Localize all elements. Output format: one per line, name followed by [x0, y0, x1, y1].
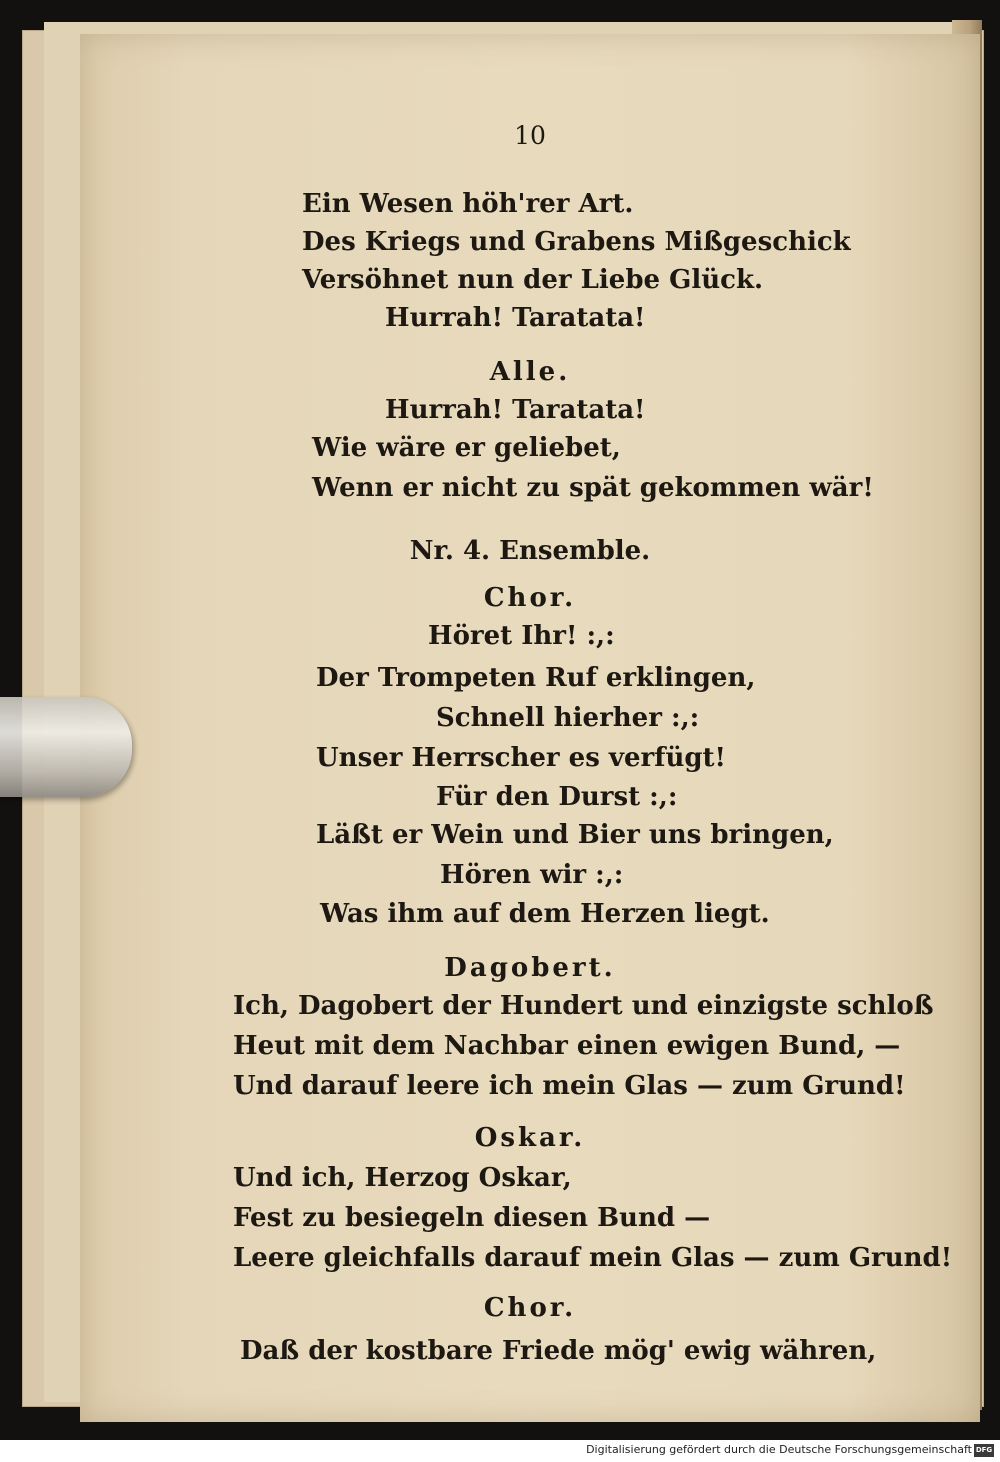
text-line: Des Kriegs und Grabens Mißgeschick [302, 227, 851, 257]
text-line: Und darauf leere ich mein Glas — zum Grund! [233, 1071, 906, 1101]
text-line: Hören wir :,: [440, 860, 624, 890]
text-line: Wenn er nicht zu spät gekommen wär! [312, 473, 874, 503]
text-line: Der Trompeten Ruf erklingen, [316, 663, 756, 693]
text-line: Ich, Dagobert der Hundert und einzigste schloß [233, 991, 934, 1021]
speaker-heading: Dagobert. [444, 953, 616, 983]
text-line: Hurrah! Taratata! [385, 395, 646, 425]
speaker-heading: Chor. [483, 1293, 577, 1323]
speaker-heading: Oskar. [474, 1123, 586, 1153]
text-line: Für den Durst :,: [436, 782, 678, 812]
text-line: Heut mit dem Nachbar einen ewigen Bund, — [233, 1031, 901, 1061]
text-line: Versöhnet nun der Liebe Glück. [302, 265, 764, 295]
text-line: Daß der kostbare Friede mög' ewig währen, [240, 1336, 877, 1366]
text-line: Höret Ihr! :,: [428, 621, 615, 651]
dfg-logo: DFG [974, 1444, 994, 1457]
text-line: Ein Wesen höh'rer Art. [302, 189, 634, 219]
text-line: Leere gleichfalls darauf mein Glas — zum Grund! [233, 1243, 953, 1273]
text-line: Wie wäre er geliebet, [312, 433, 621, 463]
page-clip [0, 697, 132, 797]
text-line: Was ihm auf dem Herzen liegt. [320, 899, 770, 929]
text-line: Läßt er Wein und Bier uns bringen, [316, 820, 834, 850]
page-number: 10 [514, 121, 546, 150]
footer-bar [0, 1440, 1000, 1462]
speaker-heading: Alle. [489, 357, 571, 387]
footer-credit: Digitalisierung gefördert durch die Deutsche Forschungsgemeinschaft [586, 1443, 972, 1456]
text-line: Hurrah! Taratata! [385, 303, 646, 333]
text-line: Fest zu besiegeln diesen Bund — [233, 1203, 711, 1233]
section-heading: Nr. 4. Ensemble. [409, 536, 651, 566]
speaker-heading: Chor. [483, 583, 577, 613]
text-line: Und ich, Herzog Oskar, [233, 1163, 572, 1193]
text-line: Schnell hierher :,: [436, 703, 700, 733]
text-line: Unser Herrscher es verfügt! [316, 743, 726, 773]
